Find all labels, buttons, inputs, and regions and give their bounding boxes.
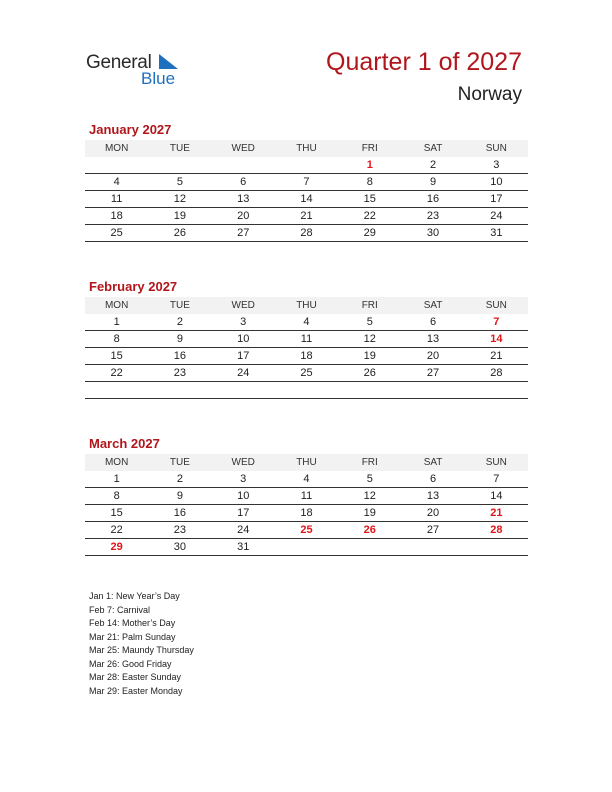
date-cell: 23 <box>173 524 187 536</box>
date-cell: 15 <box>110 507 123 519</box>
date-cell: 4 <box>113 176 120 188</box>
date-cell: 20 <box>237 210 250 222</box>
holiday-date: 7 <box>493 316 500 328</box>
holiday-item: Mar 25: Maundy Thursday <box>89 645 194 655</box>
holiday-date: 21 <box>490 507 503 519</box>
date-cell: 20 <box>426 350 440 362</box>
date-cell: 7 <box>493 473 500 485</box>
week-row <box>85 174 528 191</box>
date-cell: 7 <box>303 176 310 188</box>
month-january <box>85 120 528 242</box>
week-row <box>85 331 528 348</box>
date-cell: 21 <box>300 210 313 222</box>
date-cell: 18 <box>300 350 313 362</box>
date-cell: 11 <box>110 193 123 205</box>
date-cell: 11 <box>300 333 313 345</box>
date-cell: 1 <box>113 316 120 328</box>
date-cell: 14 <box>300 193 313 205</box>
weekday-label: SAT <box>423 457 443 468</box>
date-cell: 3 <box>493 159 500 171</box>
weekday-label: FRI <box>361 457 378 468</box>
week-row <box>85 157 528 174</box>
date-cell: 22 <box>110 367 123 379</box>
weekday-label: SAT <box>423 300 443 311</box>
date-cell: 21 <box>490 350 503 362</box>
date-cell: 15 <box>363 193 376 205</box>
week-row <box>85 522 528 539</box>
date-cell: 31 <box>237 541 250 553</box>
week-row <box>85 505 528 522</box>
holiday-item: Feb 14: Mother’s Day <box>89 618 176 628</box>
date-cell: 25 <box>110 227 123 239</box>
logo-triangle-icon <box>159 54 179 70</box>
date-cell: 30 <box>426 227 440 239</box>
weekday-label: SUN <box>485 143 507 154</box>
date-cell: 27 <box>237 227 250 239</box>
generalblue-logo <box>86 52 196 92</box>
calendar-grid <box>85 297 528 399</box>
date-cell: 22 <box>363 210 376 222</box>
week-row <box>85 471 528 488</box>
holiday-item: Jan 1: New Year’s Day <box>89 591 180 601</box>
weekday-label: TUE <box>169 143 190 154</box>
weekday-label: MON <box>104 143 129 154</box>
holiday-date: 14 <box>490 333 503 345</box>
date-cell: 27 <box>426 367 440 379</box>
date-cell: 3 <box>240 473 247 485</box>
calendar-grid <box>85 140 528 242</box>
date-cell: 16 <box>173 507 187 519</box>
date-cell: 24 <box>237 524 250 536</box>
date-cell: 23 <box>173 367 187 379</box>
weekday-label: WED <box>231 300 255 311</box>
date-cell: 5 <box>366 316 373 328</box>
date-cell: 5 <box>366 473 373 485</box>
weekday-label: TUE <box>169 457 190 468</box>
date-cell: 16 <box>173 350 187 362</box>
week-row <box>85 382 528 399</box>
weekday-label: SUN <box>485 457 507 468</box>
weekday-label: SAT <box>423 143 443 154</box>
week-row <box>85 208 528 225</box>
weekday-header <box>85 140 528 157</box>
month-march <box>85 434 528 556</box>
date-cell: 8 <box>366 176 373 188</box>
date-cell: 18 <box>110 210 123 222</box>
date-cell: 29 <box>363 227 376 239</box>
holiday-item: Mar 29: Easter Monday <box>89 685 183 696</box>
date-cell: 3 <box>240 316 247 328</box>
date-cell: 8 <box>113 490 120 502</box>
weekday-label: FRI <box>361 300 378 311</box>
weekday-label: MON <box>104 300 129 311</box>
date-cell: 2 <box>176 316 183 328</box>
date-cell: 4 <box>303 316 310 328</box>
date-cell: 9 <box>429 176 437 188</box>
weekday-label: TUE <box>169 300 190 311</box>
logo-text-general: General <box>86 52 152 73</box>
week-row <box>85 348 528 365</box>
holiday-date: 25 <box>300 524 313 536</box>
month-title: March 2027 <box>89 436 160 451</box>
date-cell: 10 <box>237 333 250 345</box>
date-cell: 12 <box>173 193 187 205</box>
weekday-label: SUN <box>485 300 507 311</box>
week-row <box>85 488 528 505</box>
date-cell: 16 <box>426 193 440 205</box>
date-cell: 25 <box>300 367 313 379</box>
page-title: Quarter 1 of 2027 <box>326 48 522 76</box>
date-cell: 26 <box>363 367 376 379</box>
week-row <box>85 539 528 556</box>
month-title: February 2027 <box>89 279 178 294</box>
date-cell: 19 <box>173 210 187 222</box>
date-cell: 19 <box>363 507 376 519</box>
date-cell: 11 <box>300 490 313 502</box>
date-cell: 24 <box>237 367 250 379</box>
date-cell: 28 <box>300 227 313 239</box>
holiday-item: Mar 28: Easter Sunday <box>89 672 182 682</box>
date-cell: 12 <box>363 333 376 345</box>
calendar-grid <box>85 454 528 556</box>
logo-text-blue: Blue <box>141 69 176 88</box>
date-cell: 30 <box>173 541 187 553</box>
holiday-date: 26 <box>363 524 376 536</box>
date-cell: 13 <box>237 193 250 205</box>
date-cell: 17 <box>237 350 250 362</box>
country-name: Norway <box>457 84 522 105</box>
holiday-date: 29 <box>110 541 123 553</box>
date-cell: 28 <box>490 367 503 379</box>
date-cell: 13 <box>426 490 440 502</box>
weekday-label: THU <box>296 143 317 154</box>
date-cell: 5 <box>176 176 183 188</box>
weekday-header <box>85 297 528 314</box>
week-row <box>85 314 528 331</box>
date-cell: 10 <box>237 490 250 502</box>
date-cell: 6 <box>240 176 247 188</box>
weekday-label: THU <box>296 457 317 468</box>
date-cell: 24 <box>490 210 503 222</box>
holiday-list <box>89 590 194 698</box>
month-february <box>85 277 528 399</box>
date-cell: 23 <box>426 210 440 222</box>
holiday-item: Mar 21: Palm Sunday <box>89 631 176 642</box>
week-row <box>85 365 528 382</box>
date-cell: 2 <box>429 159 437 171</box>
week-row <box>85 191 528 208</box>
date-cell: 14 <box>490 490 503 502</box>
date-cell: 22 <box>110 524 123 536</box>
weekday-header <box>85 454 528 471</box>
week-row <box>85 225 528 242</box>
date-cell: 17 <box>490 193 503 205</box>
date-cell: 31 <box>490 227 503 239</box>
date-cell: 1 <box>113 473 120 485</box>
date-cell: 9 <box>176 333 183 345</box>
weekday-label: WED <box>231 457 255 468</box>
date-cell: 2 <box>176 473 183 485</box>
date-cell: 10 <box>490 176 503 188</box>
date-cell: 26 <box>173 227 187 239</box>
date-cell: 8 <box>113 333 120 345</box>
date-cell: 4 <box>303 473 310 485</box>
month-title: January 2027 <box>89 122 172 137</box>
weekday-label: MON <box>104 457 129 468</box>
date-cell: 19 <box>363 350 376 362</box>
date-cell: 13 <box>426 333 440 345</box>
holiday-date: 1 <box>366 159 373 171</box>
date-cell: 20 <box>426 507 440 519</box>
holiday-item: Feb 7: Carnival <box>89 604 151 615</box>
weekday-label: THU <box>296 300 317 311</box>
holiday-item: Mar 26: Good Friday <box>89 658 172 669</box>
weekday-label: WED <box>231 143 255 154</box>
holiday-date: 28 <box>490 524 503 536</box>
date-cell: 6 <box>429 316 437 328</box>
date-cell: 9 <box>176 490 183 502</box>
date-cell: 15 <box>110 350 123 362</box>
date-cell: 27 <box>426 524 440 536</box>
weekday-label: FRI <box>361 143 378 154</box>
date-cell: 18 <box>300 507 313 519</box>
date-cell: 6 <box>429 473 437 485</box>
date-cell: 12 <box>363 490 376 502</box>
date-cell: 17 <box>237 507 250 519</box>
